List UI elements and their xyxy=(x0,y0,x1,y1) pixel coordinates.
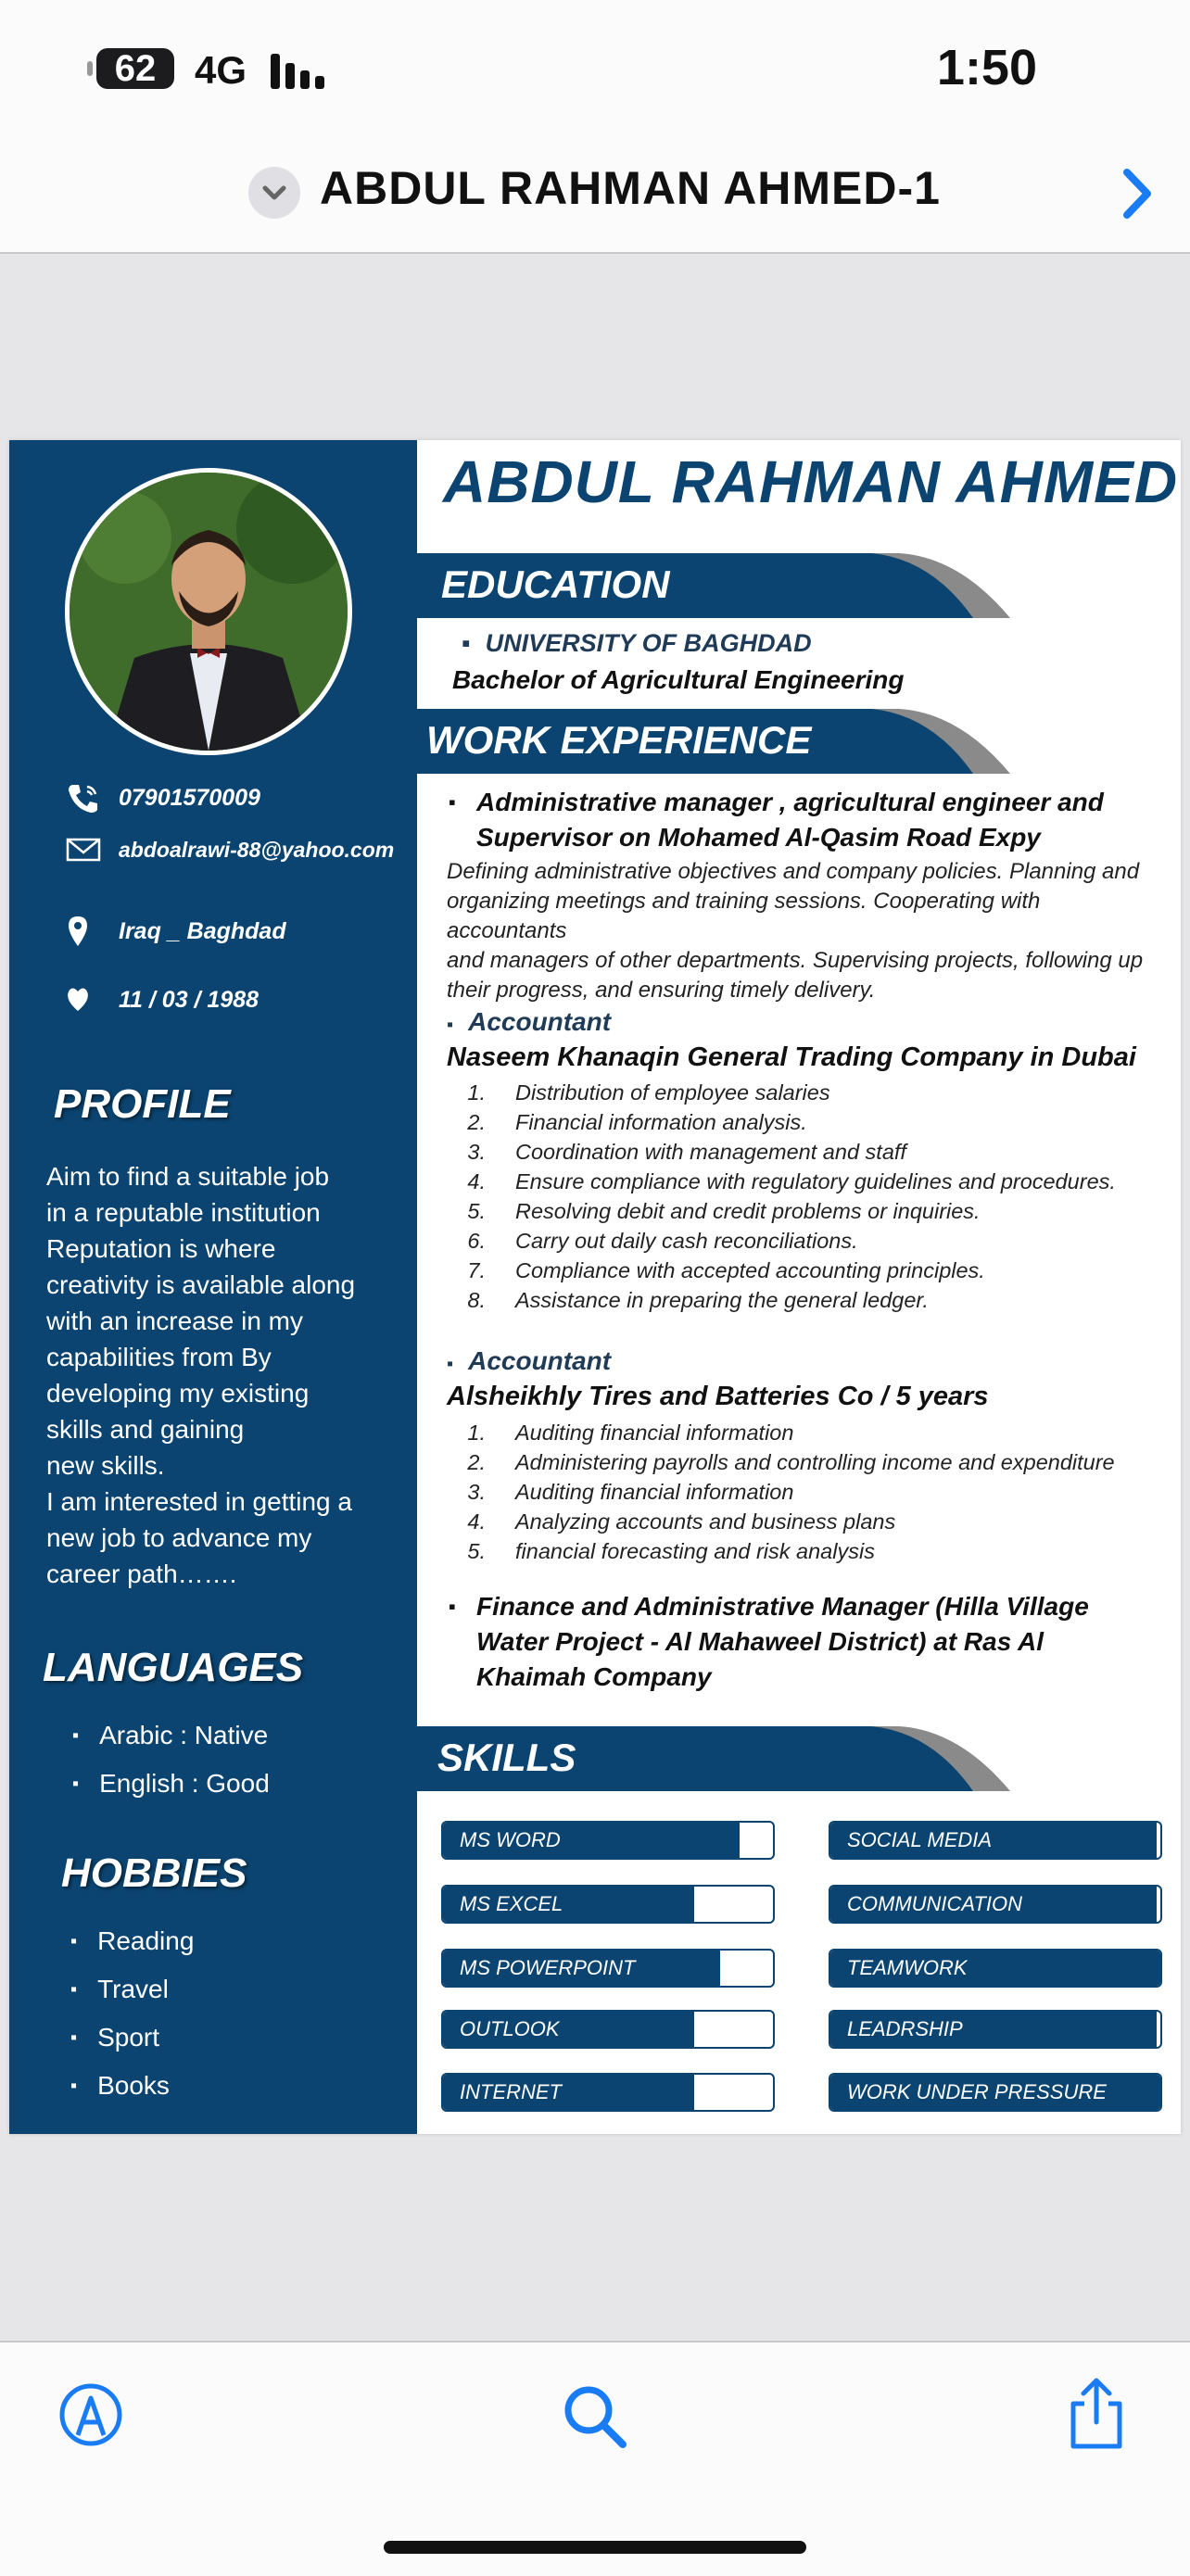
skill-bar xyxy=(829,1885,1162,1924)
phone-icon xyxy=(65,781,102,814)
job2-role: ▪ Accountant xyxy=(447,1007,611,1037)
job1-title: ▪ Administrative manager , agricultural engineer and Supervisor on Mohamed Al-Qasim Road Expy xyxy=(449,788,1104,852)
skill-label: SOCIAL MEDIA xyxy=(847,1828,993,1851)
skill-bar xyxy=(829,2010,1162,2049)
contact-birthdate xyxy=(65,983,259,1017)
skill-bar xyxy=(829,2073,1162,2112)
markup-button[interactable] xyxy=(57,2381,124,2448)
list-item: 1. Distribution of employee salaries xyxy=(467,1080,830,1105)
job3-role: ▪ Accountant xyxy=(447,1346,611,1376)
education-heading: EDUCATION xyxy=(441,562,670,606)
heart-icon xyxy=(65,983,102,1017)
skill-label: LEADRSHIP xyxy=(847,2017,963,2040)
hobby-item: ▪ Reading xyxy=(70,1917,194,1965)
skill-bar xyxy=(829,1949,1162,1988)
network-label: 4G xyxy=(195,48,247,92)
job2-duties xyxy=(449,1078,1116,1315)
resume-name: ABDUL RAHMAN AHMED xyxy=(443,448,1179,515)
search-button[interactable] xyxy=(560,2381,630,2452)
contact-location xyxy=(65,915,286,948)
university-name: ▪ UNIVERSITY OF BAGHDAD xyxy=(462,629,812,658)
markup-pen-icon xyxy=(57,2381,124,2448)
skill-bar xyxy=(441,2073,775,2112)
hobby-item: ▪ Travel xyxy=(70,1965,194,2014)
home-indicator xyxy=(384,2541,806,2554)
job4-title: ▪ Finance and Administrative Manager (Hilla Village Water Project - Al Mahaweel District) at Ras Al Khaimah Company xyxy=(449,1592,1089,1691)
language-item: ▪ English : Good xyxy=(72,1760,270,1808)
search-icon xyxy=(560,2381,630,2452)
phone-number: 07901570009 xyxy=(119,784,260,811)
skills-band xyxy=(417,1726,1010,1791)
title-menu-button[interactable] xyxy=(248,167,300,219)
skill-label: INTERNET xyxy=(460,2080,562,2103)
skill-bar xyxy=(441,1821,775,1860)
resume-sidebar xyxy=(9,440,417,2134)
chevron-down-icon xyxy=(248,167,300,219)
list-item: 1. Auditing financial information xyxy=(467,1421,794,1445)
language-item: ▪ Arabic : Native xyxy=(72,1711,270,1760)
skills-heading: SKILLS xyxy=(437,1736,576,1779)
resume-page xyxy=(9,440,1181,2134)
skill-label: MS WORD xyxy=(460,1828,561,1851)
skill-bar xyxy=(829,1821,1162,1860)
list-item: 8. Assistance in preparing the general ledger. xyxy=(467,1288,929,1312)
skill-label: MS EXCEL xyxy=(460,1892,563,1915)
profile-heading: PROFILE xyxy=(54,1081,231,1127)
document-title[interactable]: ABDUL RAHMAN AHMED-1 xyxy=(320,162,941,214)
next-document-button[interactable] xyxy=(1108,161,1164,226)
skill-bar xyxy=(441,1885,775,1924)
work-heading: WORK EXPERIENCE xyxy=(426,718,812,762)
hobbies-heading: HOBBIES xyxy=(61,1850,247,1896)
list-item: 2. Financial information analysis. xyxy=(467,1110,807,1134)
share-icon xyxy=(1066,2376,1127,2450)
job1-description: Defining administrative objectives and company policies. Planning and organizing meetings and training sessions. Cooperating with accountants and managers of other departments. Supervising projects, following up their progress, and ensuring timely delivery. xyxy=(447,859,1144,1003)
location-pin-icon xyxy=(65,915,102,948)
skill-label: OUTLOOK xyxy=(460,2017,560,2040)
languages-heading: LANGUAGES xyxy=(43,1645,304,1690)
job3-duties xyxy=(449,1418,1115,1566)
status-bar xyxy=(0,0,1190,139)
skill-bar xyxy=(441,2010,775,2049)
clock: 1:50 xyxy=(936,40,1037,95)
job2-company: Naseem Khanaqin General Trading Company in Dubai xyxy=(447,1042,1136,1072)
skill-label: MS POWERPOINT xyxy=(460,1956,636,1979)
profile-photo xyxy=(65,468,352,755)
hobby-item: ▪ Sport xyxy=(70,2014,194,2062)
list-item: 6. Carry out daily cash reconciliations. xyxy=(467,1229,858,1253)
languages-list xyxy=(72,1711,270,1808)
skill-label: TEAMWORK xyxy=(847,1956,968,1979)
hobbies-list xyxy=(70,1917,194,2110)
skill-label: WORK UNDER PRESSURE xyxy=(847,2080,1107,2103)
signal-icon xyxy=(271,52,335,89)
email-address: abdoalrawi-88@yahoo.com xyxy=(119,837,395,862)
job3-company: Alsheikhly Tires and Batteries Co / 5 years xyxy=(447,1382,989,1411)
list-item: 5. financial forecasting and risk analysis xyxy=(467,1539,875,1563)
work-band xyxy=(417,709,1010,774)
skill-label: COMMUNICATION xyxy=(847,1892,1023,1915)
list-item: 3. Auditing financial information xyxy=(467,1480,794,1504)
share-button[interactable] xyxy=(1066,2376,1127,2450)
contact-phone xyxy=(65,781,260,814)
list-item: 7. Compliance with accepted accounting principles. xyxy=(467,1258,985,1282)
resume-main xyxy=(417,440,1181,2134)
education-band xyxy=(417,553,1010,618)
battery-indicator: 62 xyxy=(96,48,174,89)
list-item: 3. Coordination with management and staff xyxy=(467,1140,906,1164)
profile-text: Aim to find a suitable job in a reputable institution Reputation is where creativity is available along with an increase in my capabilities from By developing my existing skills and gaining new skills. I am interested in getting a new job to advance my career path……. xyxy=(46,1162,356,1588)
chevron-right-icon xyxy=(1108,161,1164,226)
skill-bar xyxy=(441,1949,775,1988)
birthdate-text: 11 / 03 / 1988 xyxy=(119,986,260,1013)
mail-icon xyxy=(65,833,102,866)
list-item: 4. Analyzing accounts and business plans xyxy=(467,1509,896,1534)
list-item: 2. Administering payrolls and controlling income and expenditure xyxy=(467,1450,1115,1474)
contact-email xyxy=(65,833,394,866)
hobby-item: ▪ Books xyxy=(70,2062,194,2110)
document-title-bar xyxy=(0,139,1190,254)
list-item: 4. Ensure compliance with regulatory guidelines and procedures. xyxy=(467,1169,1116,1193)
location-text: Iraq _ Baghdad xyxy=(119,917,286,944)
degree-name: Bachelor of Agricultural Engineering xyxy=(452,665,905,694)
list-item: 5. Resolving debit and credit problems or inquiries. xyxy=(467,1199,981,1223)
